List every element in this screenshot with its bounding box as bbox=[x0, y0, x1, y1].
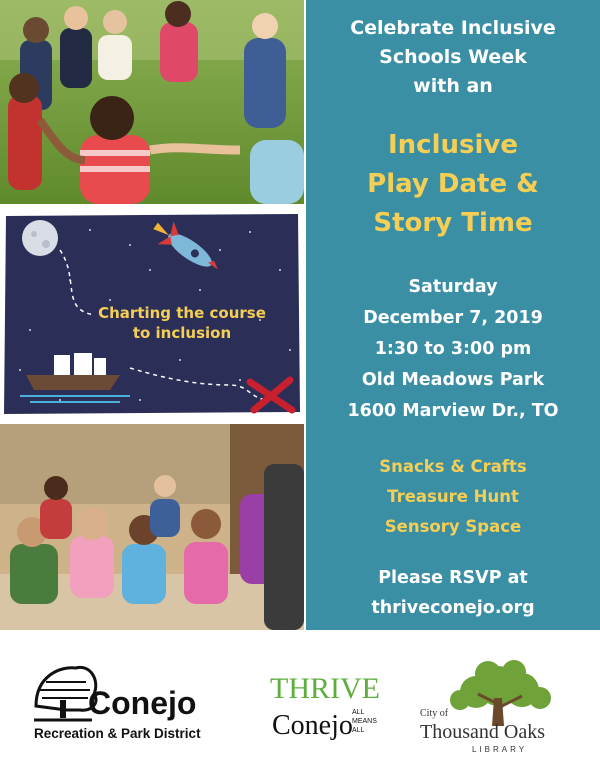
illustration-caption-line1: Charting the course bbox=[98, 304, 266, 322]
children-storytime-image bbox=[0, 424, 304, 630]
night-sky-illustration bbox=[0, 210, 304, 418]
thrive-tag-line: ALL bbox=[352, 727, 365, 734]
event-title-line: Inclusive bbox=[388, 130, 518, 160]
event-title-line: Play Date & bbox=[367, 169, 539, 199]
event-location: Old Meadows Park bbox=[361, 370, 545, 390]
conejo-subtitle: Recreation & Park District bbox=[34, 726, 201, 741]
children-circle-image bbox=[0, 0, 304, 204]
event-title-line: Story Time bbox=[373, 208, 533, 238]
event-date: December 7, 2019 bbox=[363, 308, 543, 328]
thrive-conejo-word: Conejo bbox=[272, 710, 353, 741]
rsvp bbox=[306, 563, 600, 623]
sponsor-logos bbox=[0, 630, 600, 777]
thrive-tag-line: MEANS bbox=[352, 718, 377, 725]
photo-children-circle bbox=[0, 0, 304, 204]
thrive-word: THRIVE bbox=[270, 672, 380, 705]
activity-item: Treasure Hunt bbox=[387, 487, 519, 506]
moon-icon bbox=[22, 220, 58, 256]
headline-line: Celebrate Inclusive bbox=[350, 17, 556, 39]
illustration-panel bbox=[0, 210, 304, 418]
event-day: Saturday bbox=[408, 277, 498, 297]
photo-children-storytime bbox=[0, 424, 304, 630]
library-city-label: City of bbox=[420, 708, 449, 719]
library-sub-label: LIBRARY bbox=[472, 745, 528, 754]
headline-line: with an bbox=[413, 75, 493, 97]
activity-item: Sensory Space bbox=[384, 517, 522, 536]
rsvp-link[interactable]: thriveconejo.org bbox=[371, 598, 535, 618]
headline-line: Schools Week bbox=[379, 46, 527, 68]
conejo-name: Conejo bbox=[88, 685, 197, 721]
event-info-panel bbox=[306, 0, 600, 630]
headline bbox=[306, 14, 600, 101]
thrive-wordmark bbox=[266, 658, 386, 748]
event-details bbox=[306, 272, 600, 427]
oak-tree-icon bbox=[418, 658, 578, 758]
illustration-caption-line2: to inclusion bbox=[132, 324, 232, 342]
event-address: 1600 Marview Dr., TO bbox=[347, 401, 559, 421]
thousand-oaks-library-logo bbox=[418, 658, 578, 758]
event-activities bbox=[306, 452, 600, 542]
rsvp-text: Please RSVP at bbox=[378, 568, 528, 588]
thrive-logo bbox=[266, 658, 386, 748]
conejo-tree-icon bbox=[30, 654, 230, 744]
event-title bbox=[306, 126, 600, 243]
library-name: Thousand Oaks bbox=[420, 721, 545, 743]
conejo-logo bbox=[30, 654, 230, 744]
event-time: 1:30 to 3:00 pm bbox=[374, 339, 532, 359]
activity-item: Snacks & Crafts bbox=[379, 457, 527, 476]
thrive-tag-line: ALL bbox=[352, 709, 365, 716]
